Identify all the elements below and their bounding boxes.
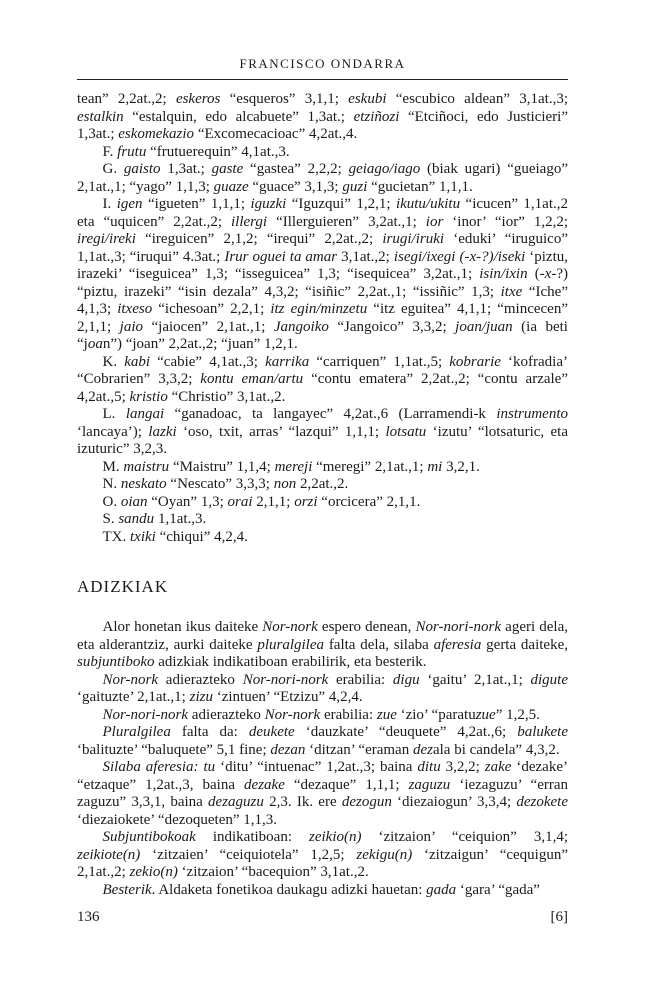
paragraph: Subjuntibokoak indikatiboan: zeikio(n) ‘zitzaion’ “ceiquion” 3,1,4; zeikiote(n) ‘zitzaien’ “ceiquiotela” 1,2,5; zekigu(n) ‘zitzaigun’ “cequigun” 2,1at.,2; zekio(n) ‘zitzaion’ “bacequion” 3,1at.,2.	[77, 829, 568, 880]
paragraph: TX. txiki “chiqui” 4,2,4.	[102, 528, 248, 545]
page-content	[0, 56, 645, 899]
paragraph: Besterik. Aldaketa fonetikoa daukagu adizki hauetan: gada ‘gara’ “gada”	[102, 881, 540, 898]
header-rule	[77, 79, 568, 80]
paragraph: N. neskato “Nescato” 3,3,3; non 2,2at.,2.	[102, 476, 349, 492]
paragraph: I. igen “igueten” 1,1,1; iguzki “Iguzqui” 1,2,1; ikutu/ukitu “icucen” 1,1at.,2 eta “uquicen” 2,2at.,2; illergi “Illerguieren” 3,2at.,1; ior ‘inor’ “ior” 1,2,2; iregi/ireki “ireguicen” 2,1,2; “irequi” 2,2at.,2; irugi/iruki ‘eduki’ “iruguico” 1,1at.,3; “iruqui” 4.3at.; Irur oguei ta amar 3,1at.,2; isegi/ixegi (-x-?)/iseki ‘piztu, irazeki’ “iseguicea” 1,3; “isseguicea” 1,3; “isequicea” 3,2at.,1; isin/ixin (-x-?) “piztu, irazeki” “isin dezala” 4,3,2; “isiñic” 2,2at.,1; “issiñic” 1,3; itxe “Iche” 4,1,3; itxeso “ichesoan” 2,2,1; itz egin/minzetu “itz eguitea” 4,1,1; “mincecen” 2,1,1; jaio “jaiocen” 2,1at.,1; Jangoiko “Jangoico” 3,3,2; joan/juan (ia beti “joan”) “joan” 2,2at.,2; “juan” 1,2,1.	[77, 196, 569, 352]
paragraph: G. gaisto 1,3at.; gaste “gastea” 2,2,2; geiago/iago (biak ugari) “gueiago” 2,1at.,1; “yago” 1,1,3; guaze “guace” 3,1,3; guzi “gucietan” 1,1,1.	[77, 161, 568, 195]
issue-number: [6]	[550, 909, 568, 925]
paragraph: S. sandu 1,1at.,3.	[102, 511, 207, 527]
page-number: 136	[77, 909, 100, 925]
paragraph: Pluralgilea falta da: deukete ‘dauzkate’ “deuquete” 4,2at.,6; balukete ‘balituzte’ “baluquete” 5,1 fine; dezan ‘ditzan’ “eraman dezala bi candela” 4,3,2.	[77, 724, 568, 758]
section-heading-adizkiak: ADIZKIAK	[77, 577, 169, 596]
paragraph: tean” 2,2at.,2; eskeros “esqueros” 3,1,1; eskubi “escubico aldean” 3,1at.,3; estalkin “estalquin, edo alcabuete” 1,3at.; etziñozi “Etciñoci, edo Justicieri” 1,3at.; eskomekazio “Excomecacioac” 4,2at.,4.	[77, 91, 569, 142]
paragraph: Silaba aferesia: tu ‘ditu’ “intuenac” 1,2at.,3; baina ditu 3,2,2; zake ‘dezake’ “etzaque” 1,2at.,3, baina dezake “dezaque” 1,1,1; zaguzu ‘iezaguzu’ “erran zaguzu” 3,3,1, baina dezaguzu 2,3. Ik. ere dezogun ‘diezaiogun’ 3,3,4; dezokete ‘diezaiokete’ “dezoqueten” 1,1,3.	[77, 759, 568, 828]
paragraph: Alor honetan ikus daiteke Nor-nork espero denean, Nor-nori-nork ageri dela, eta alderantziz, aurki daiteke pluralgilea falta dela, silaba aferesia gerta daiteke, subjuntiboko adizkiak indikatiboan erabilirik, eta besterik.	[77, 619, 568, 670]
paragraph: F. frutu “frutuerequin” 4,1at.,3.	[102, 143, 290, 160]
paragraph: M. maistru “Maistru” 1,1,4; mereji “meregi” 2,1at.,1; mi 3,2,1.	[102, 458, 480, 475]
paragraph: O. oian “Oyan” 1,3; orai 2,1,1; orzi “orcicera” 2,1,1.	[102, 493, 421, 510]
paragraph: L. langai “ganadoac, ta langayec” 4,2at.,6 (Larramendi-k instrumento ‘lancaya’); lazki ‘oso, txit, arras’ “lazqui” 1,1,1; lotsatu ‘izutu’ “lotsaturic, eta izuturic” 3,2,3.	[77, 406, 569, 457]
adizkiak-paragraphs	[77, 619, 568, 899]
paragraph: K. kabi “cabie” 4,1at.,3; karrika “carriquen” 1,1at.,5; kobrarie ‘kofradia’ “Cobrarien” 3,3,2; kontu eman/artu “contu ematera” 2,2at.,2; “contu arzale” 4,2at.,5; kristio “Christio” 3,1at.,2.	[77, 353, 568, 405]
lexicon-paragraphs	[77, 91, 568, 546]
paragraph: Nor-nork adierazteko Nor-nori-nork erabilia: digu ‘gaitu’ 2,1at.,1; digute ‘gaituzte’ 2,1at.,1; zizu ‘zintuen’ “Etzizu” 4,2,4.	[77, 671, 568, 705]
page-footer	[77, 909, 568, 926]
running-header: FRANCISCO ONDARRA	[239, 56, 406, 71]
paragraph: Nor-nori-nork adierazteko Nor-nork erabilia: zue ‘zio’ “paratuzue” 1,2,5.	[102, 706, 540, 723]
